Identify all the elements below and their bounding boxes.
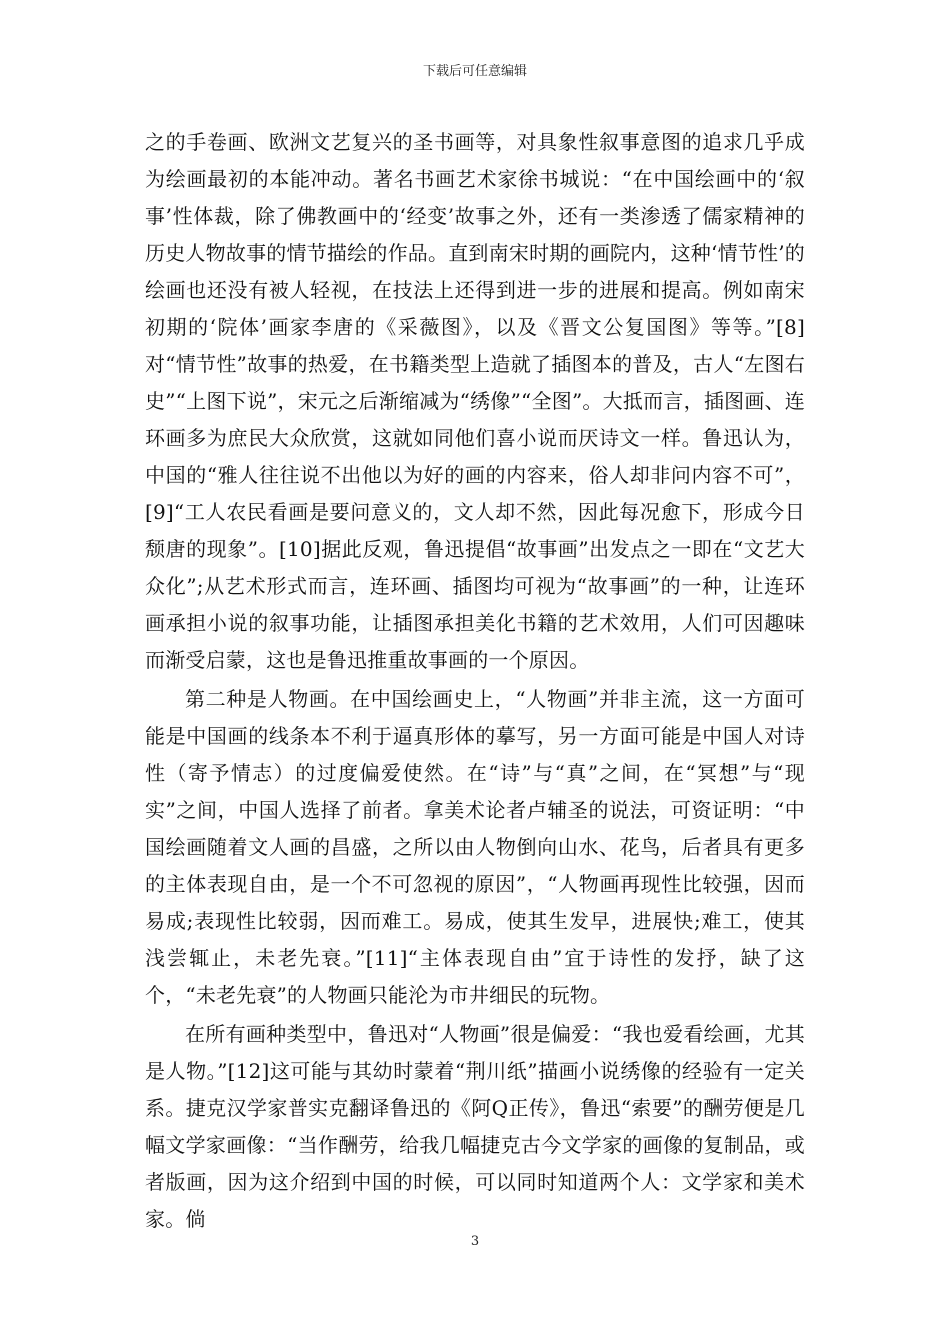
paragraph-figure-painting: 第二种是人物画。在中国绘画史上，“人物画”并非主流，这一方面可能是中国画的线条本不利于逼真形体的摹写，另一方面可能是中国人对诗性（寄予情志）的过度偏爱使然。在“诗”与“真”之间，在“冥想”与“现实”之间，中国人选择了前者。拿美术论者卢辅圣的说法，可资证明：“中国绘画随着文人画的昌盛，之所以由人物倒向山水、花鸟，后者具有更多的主体表现自由，是一个不可忽视的原因”，“人物画再现性比较强，因而易成;表现性比较弱，因而难工。易成，使其生发早，进展快;难工，使其浅尝辄止，未老先衰。”[11]“主体表现自由”宜于诗性的发抒，缺了这个，“未老先衰”的人物画只能沦为市井细民的玩物。 [145,687,805,1007]
paragraph-story-painting: 之的手卷画、欧洲文艺复兴的圣书画等，对具象性叙事意图的追求几乎成为绘画最初的本能冲动。著名书画艺术家徐书城说：“在中国绘画中的‘叙事’性体裁，除了佛教画中的‘经变’故事之外，还有一类渗透了儒家精神的历史人物故事的情节描绘的作品。直到南宋时期的画院内，这种‘情节性’的绘画也还没有被人轻视，在技法上还得到进一步的进展和提高。例如南宋初期的‘院体’画家李唐的《采薇图》，以及《晋文公复国图》等等。”[8]对“情节性”故事的热爱，在书籍类型上造就了插图本的普及，古人“左图右史”“上图下说”，宋元之后渐缩减为“绣像”“全图”。大抵而言，插图画、连环画多为庶民大众欣赏，这就如同他们喜小说而厌诗文一样。鲁迅认为，中国的“雅人往往说不出他以为好的画的内容来，俗人却非问内容不可”，[9]“工人农民看画是要问意义的，文人却不然，因此每况愈下，形成今日颓唐的现象”。[10]据此反观，鲁迅提倡“故事画”出发点之一即在“文艺大众化”;从艺术形式而言，连环画、插图均可视为“故事画”的一种，让连环画承担小说的叙事功能，让插图承担美化书籍的艺术效用，人们可因趣味而渐受启蒙，这也是鲁迅推重故事画的一个原因。 [145,130,805,672]
document-body [145,124,805,1238]
page-number: 3 [470,1234,480,1249]
paragraph-lu-xun-preference: 在所有画种类型中，鲁迅对“人物画”很是偏爱：“我也爱看绘画，尤其是人物。”[12]这可能与其幼时蒙着“荆川纸”描画小说绣像的经验有一定关系。捷克汉学家普实克翻译鲁迅的《阿Q正传》，鲁迅“索要”的酬劳便是几幅文学家画像：“当作酬劳，给我几幅捷克古今文学家的画像的复制品，或者版画，因为这介绍到中国的时候，可以同时知道两个人：文学家和美术家。倘 [145,1022,805,1231]
page-header: 下载后可任意编辑 [422,64,527,79]
